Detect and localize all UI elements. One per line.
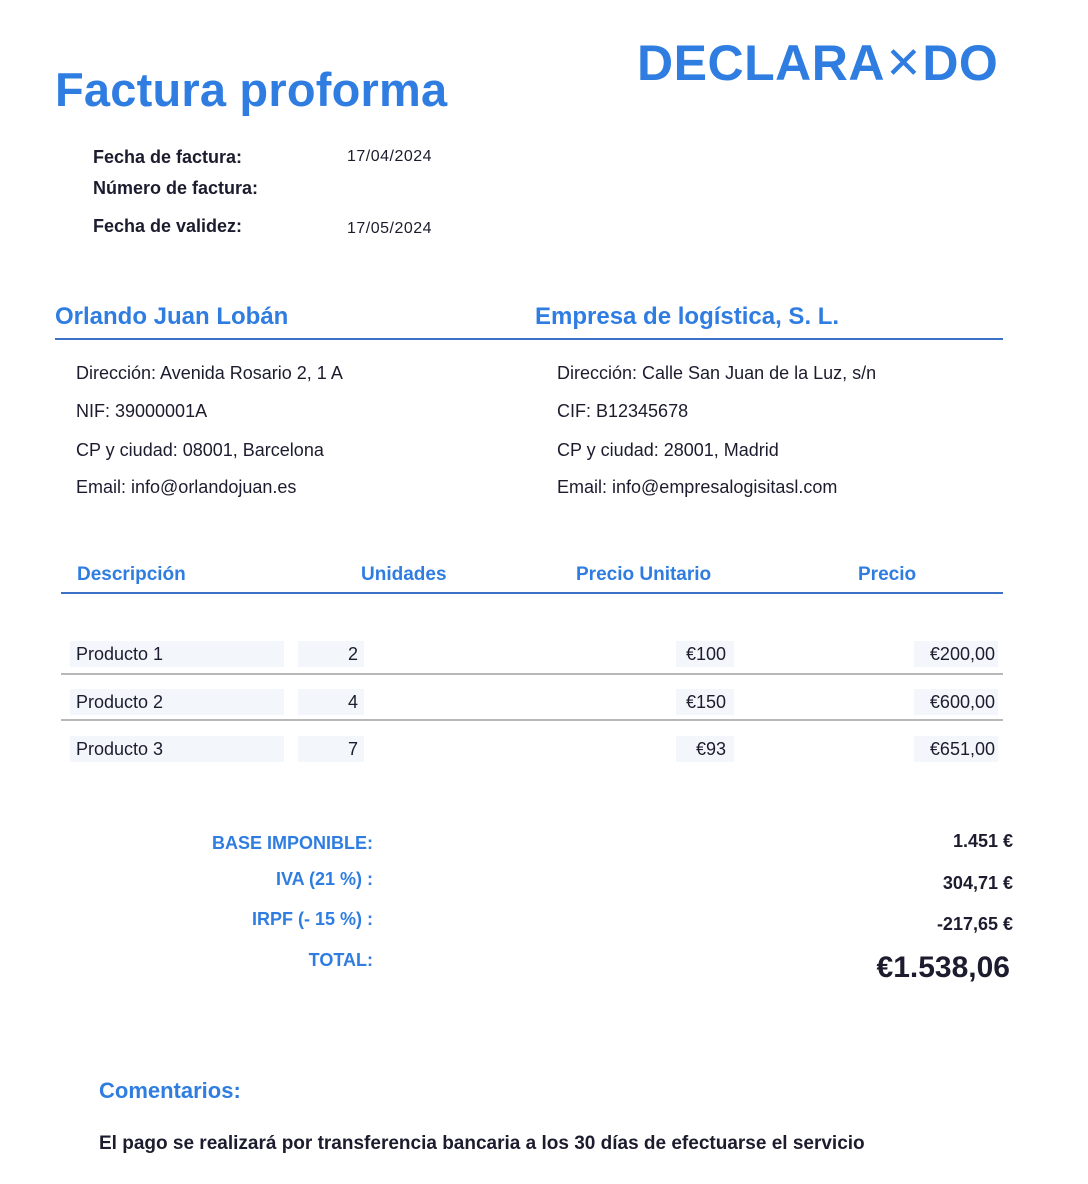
issuer-email: Email: info@orlandojuan.es <box>76 477 297 497</box>
row-1-units: 2 <box>348 644 359 664</box>
iva-label: IVA (21 %) : <box>275 869 373 889</box>
client-address: Dirección: Calle San Juan de la Luz, s/n <box>557 363 877 383</box>
iva-value: 304,71 € <box>942 873 1013 893</box>
row-1-price: €200,00 <box>929 644 995 664</box>
row-3-units: 7 <box>348 739 359 759</box>
declarando-logo <box>637 34 998 92</box>
page-title: Factura proforma <box>55 63 448 116</box>
comments-text: El pago se realizará por transferencia bancaria a los 30 días de efectuarse el servicio <box>99 1133 865 1154</box>
row-2-unit-price: €150 <box>685 692 726 712</box>
row-2-description: Producto 2 <box>76 692 164 712</box>
parties-divider <box>55 338 1003 340</box>
col-header-unit-price: Precio Unitario <box>576 564 712 585</box>
logo-text-right: DO <box>922 35 999 91</box>
row-1-divider <box>61 673 1003 675</box>
table-header-divider <box>61 592 1003 594</box>
col-header-price: Precio <box>858 564 917 585</box>
row-1-description: Producto 1 <box>76 644 164 664</box>
logo-text-left: DECLARA <box>637 35 885 91</box>
issuer-tax-id: NIF: 39000001A <box>76 401 208 421</box>
client-city: CP y ciudad: 28001, Madrid <box>557 440 779 460</box>
validity-label: Fecha de validez: <box>93 216 243 236</box>
base-imponible-value: 1.451 € <box>952 831 1013 851</box>
row-2-units: 4 <box>348 692 359 712</box>
row-2-price: €600,00 <box>929 692 995 712</box>
row-3-price: €651,00 <box>929 739 995 759</box>
issuer-address: Dirección: Avenida Rosario 2, 1 A <box>76 363 343 383</box>
invoice-date-value: 17/04/2024 <box>347 148 433 165</box>
comments-heading: Comentarios: <box>99 1078 241 1103</box>
irpf-label: IRPF (- 15 %) : <box>251 909 373 929</box>
issuer-name: Orlando Juan Lobán <box>55 303 289 330</box>
invoice-number-label: Número de factura: <box>93 178 259 198</box>
row-3-description: Producto 3 <box>76 739 164 759</box>
row-2-divider <box>61 719 1003 721</box>
invoice-date-label: Fecha de factura: <box>93 147 243 167</box>
col-header-units: Unidades <box>361 564 447 585</box>
row-3-unit-price: €93 <box>695 739 726 759</box>
logo-mark-icon: ✕ <box>884 39 923 88</box>
irpf-value: -217,65 € <box>936 914 1013 934</box>
row-1-unit-price: €100 <box>685 644 726 664</box>
base-imponible-label: BASE IMPONIBLE: <box>211 833 373 853</box>
client-tax-id: CIF: B12345678 <box>557 401 689 421</box>
issuer-city: CP y ciudad: 08001, Barcelona <box>76 440 324 460</box>
total-label: TOTAL: <box>308 950 373 970</box>
validity-value: 17/05/2024 <box>347 220 433 237</box>
client-name: Empresa de logística, S. L. <box>535 303 840 330</box>
total-value: €1.538,06 <box>876 951 1010 984</box>
col-header-description: Descripción <box>77 564 186 585</box>
client-email: Email: info@empresalogisitasl.com <box>557 477 838 497</box>
